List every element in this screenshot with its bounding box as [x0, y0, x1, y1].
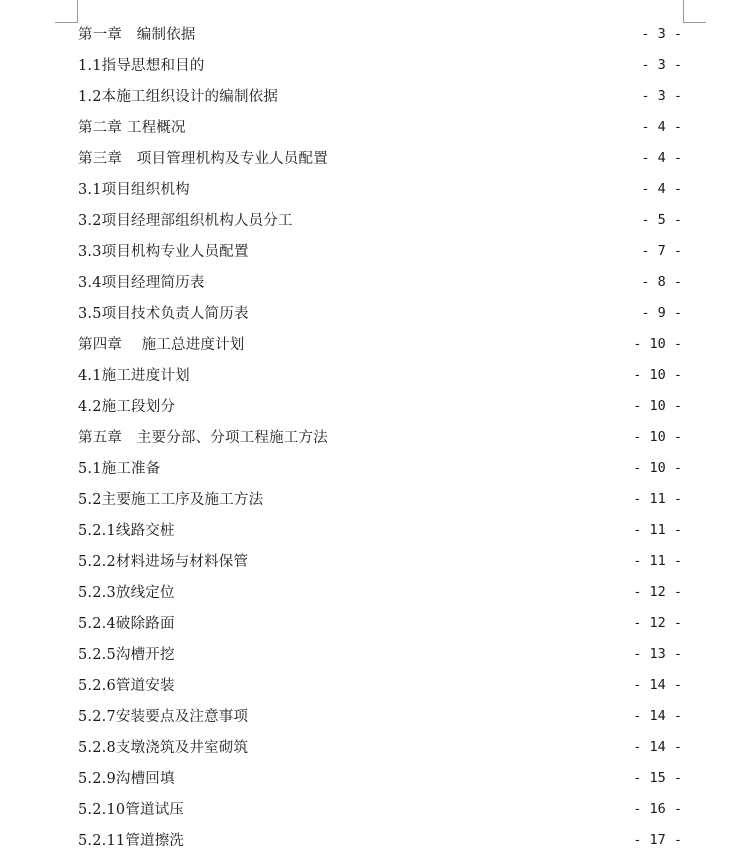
toc-entry[interactable]	[78, 576, 682, 607]
toc-dot-leader	[266, 492, 629, 506]
toc-entry-title: 1.1指导思想和目的	[78, 58, 205, 74]
toc-entry-title: 3.4项目经理简历表	[78, 275, 205, 291]
toc-entry[interactable]	[78, 359, 682, 390]
toc-dot-leader	[178, 678, 630, 692]
toc-page-number: - 11 -	[633, 552, 682, 569]
toc-page-number: - 10 -	[633, 397, 682, 414]
toc-dot-leader	[251, 709, 629, 723]
toc-entry[interactable]	[78, 111, 682, 142]
toc-entry-title: 5.2.9沟槽回填	[78, 771, 175, 787]
toc-entry-title: 3.1项目组织机构	[78, 182, 190, 198]
toc-dot-leader	[178, 647, 630, 661]
toc-page-number: - 7 -	[641, 242, 682, 259]
toc-dot-leader	[193, 182, 638, 196]
toc-entry[interactable]	[78, 266, 682, 297]
toc-page-number: - 16 -	[633, 800, 682, 817]
toc-dot-leader	[331, 151, 637, 165]
toc-entry-title: 第三章 项目管理机构及专业人员配置	[78, 151, 328, 167]
toc-entry-title: 5.2.5沟槽开挖	[78, 647, 175, 663]
toc-entry-title: 5.2.4破除路面	[78, 616, 175, 632]
toc-dot-leader	[189, 120, 638, 134]
toc-page-number: - 14 -	[633, 707, 682, 724]
toc-entry[interactable]	[78, 545, 682, 576]
toc-entry[interactable]	[78, 483, 682, 514]
toc-dot-leader	[178, 585, 630, 599]
toc-entry[interactable]	[78, 328, 682, 359]
toc-dot-leader	[248, 337, 630, 351]
toc-page-number: - 10 -	[633, 459, 682, 476]
toc-dot-leader	[251, 554, 629, 568]
toc-dot-leader	[252, 244, 638, 258]
toc-entry[interactable]	[78, 297, 682, 328]
toc-entry[interactable]	[78, 669, 682, 700]
toc-entry[interactable]	[78, 607, 682, 638]
toc-page-number: - 13 -	[633, 645, 682, 662]
toc-entry[interactable]	[78, 731, 682, 762]
toc-dot-leader	[251, 740, 629, 754]
toc-dot-leader	[208, 275, 638, 289]
toc-entry-title: 5.2.3放线定位	[78, 585, 175, 601]
toc-page-number: - 12 -	[633, 614, 682, 631]
margin-corner-mark-right	[683, 0, 706, 23]
toc-entry-title: 4.1施工进度计划	[78, 368, 190, 384]
toc-entry-title: 第二章 工程概况	[78, 120, 186, 136]
toc-entry[interactable]	[78, 793, 682, 824]
toc-page-number: - 12 -	[633, 583, 682, 600]
toc-page-number: - 10 -	[633, 366, 682, 383]
toc-dot-leader	[199, 27, 638, 41]
toc-entry[interactable]	[78, 204, 682, 235]
toc-page-number: - 11 -	[633, 521, 682, 538]
toc-dot-leader	[296, 213, 638, 227]
toc-entry-title: 5.2.1线路交桩	[78, 523, 175, 539]
toc-entry[interactable]	[78, 142, 682, 173]
toc-entry[interactable]	[78, 700, 682, 731]
toc-dot-leader	[178, 523, 630, 537]
toc-entry-title: 5.2.6管道安装	[78, 678, 175, 694]
toc-page-number: - 10 -	[633, 335, 682, 352]
toc-page-number: - 17 -	[633, 831, 682, 848]
toc-page-number: - 8 -	[641, 273, 682, 290]
toc-dot-leader	[163, 461, 629, 475]
toc-dot-leader	[178, 771, 630, 785]
toc-entry[interactable]	[78, 49, 682, 80]
toc-entry-title: 1.2本施工组织设计的编制依据	[78, 89, 279, 105]
toc-page-number: - 15 -	[633, 769, 682, 786]
toc-entry-title: 5.2.11管道擦洗	[78, 833, 185, 849]
toc-entry-title: 5.2主要施工工序及施工方法	[78, 492, 264, 508]
toc-page-number: - 11 -	[633, 490, 682, 507]
toc-entry-title: 3.2项目经理部组织机构人员分工	[78, 213, 293, 229]
toc-page-number: - 14 -	[633, 676, 682, 693]
toc-dot-leader	[187, 833, 629, 847]
toc-page-number: - 14 -	[633, 738, 682, 755]
toc-page-number: - 3 -	[641, 56, 682, 73]
toc-dot-leader	[178, 399, 629, 413]
toc-dot-leader	[187, 802, 629, 816]
toc-entry[interactable]	[78, 638, 682, 669]
toc-entry-title: 5.2.10管道试压	[78, 802, 185, 818]
table-of-contents	[78, 18, 682, 855]
toc-entry-title: 4.2施工段划分	[78, 399, 176, 415]
toc-dot-leader	[252, 306, 638, 320]
toc-entry[interactable]	[78, 824, 682, 855]
toc-entry-title: 第四章 施工总进度计划	[78, 337, 245, 353]
toc-entry[interactable]	[78, 421, 682, 452]
toc-page-number: - 10 -	[633, 428, 682, 445]
toc-dot-leader	[281, 89, 637, 103]
toc-dot-leader	[208, 58, 638, 72]
toc-page-number: - 5 -	[641, 211, 682, 228]
toc-entry-title: 第一章 编制依据	[78, 27, 196, 43]
margin-corner-mark-left	[55, 0, 78, 23]
toc-entry-title: 5.2.7安装要点及注意事项	[78, 709, 249, 725]
toc-entry-title: 5.2.2材料进场与材料保管	[78, 554, 249, 570]
toc-entry-title: 第五章 主要分部、分项工程施工方法	[78, 430, 328, 446]
toc-page-number: - 4 -	[641, 180, 682, 197]
toc-entry[interactable]	[78, 514, 682, 545]
toc-entry-title: 5.1施工准备	[78, 461, 161, 477]
toc-dot-leader	[178, 616, 630, 630]
toc-entry[interactable]	[78, 452, 682, 483]
toc-dot-leader	[193, 368, 629, 382]
toc-entry[interactable]	[78, 80, 682, 111]
toc-entry-title: 5.2.8支墩浇筑及井室砌筑	[78, 740, 249, 756]
toc-page-number: - 4 -	[641, 118, 682, 135]
toc-entry[interactable]	[78, 762, 682, 793]
toc-page-number: - 3 -	[641, 25, 682, 42]
toc-entry[interactable]	[78, 235, 682, 266]
toc-entry[interactable]	[78, 390, 682, 421]
toc-dot-leader	[331, 430, 629, 444]
toc-entry[interactable]	[78, 173, 682, 204]
toc-page-number: - 3 -	[641, 87, 682, 104]
toc-entry-title: 3.3项目机构专业人员配置	[78, 244, 249, 260]
toc-entry[interactable]	[78, 18, 682, 49]
toc-entry-title: 3.5项目技术负责人简历表	[78, 306, 249, 322]
toc-page-number: - 4 -	[641, 149, 682, 166]
toc-page-number: - 9 -	[641, 304, 682, 321]
